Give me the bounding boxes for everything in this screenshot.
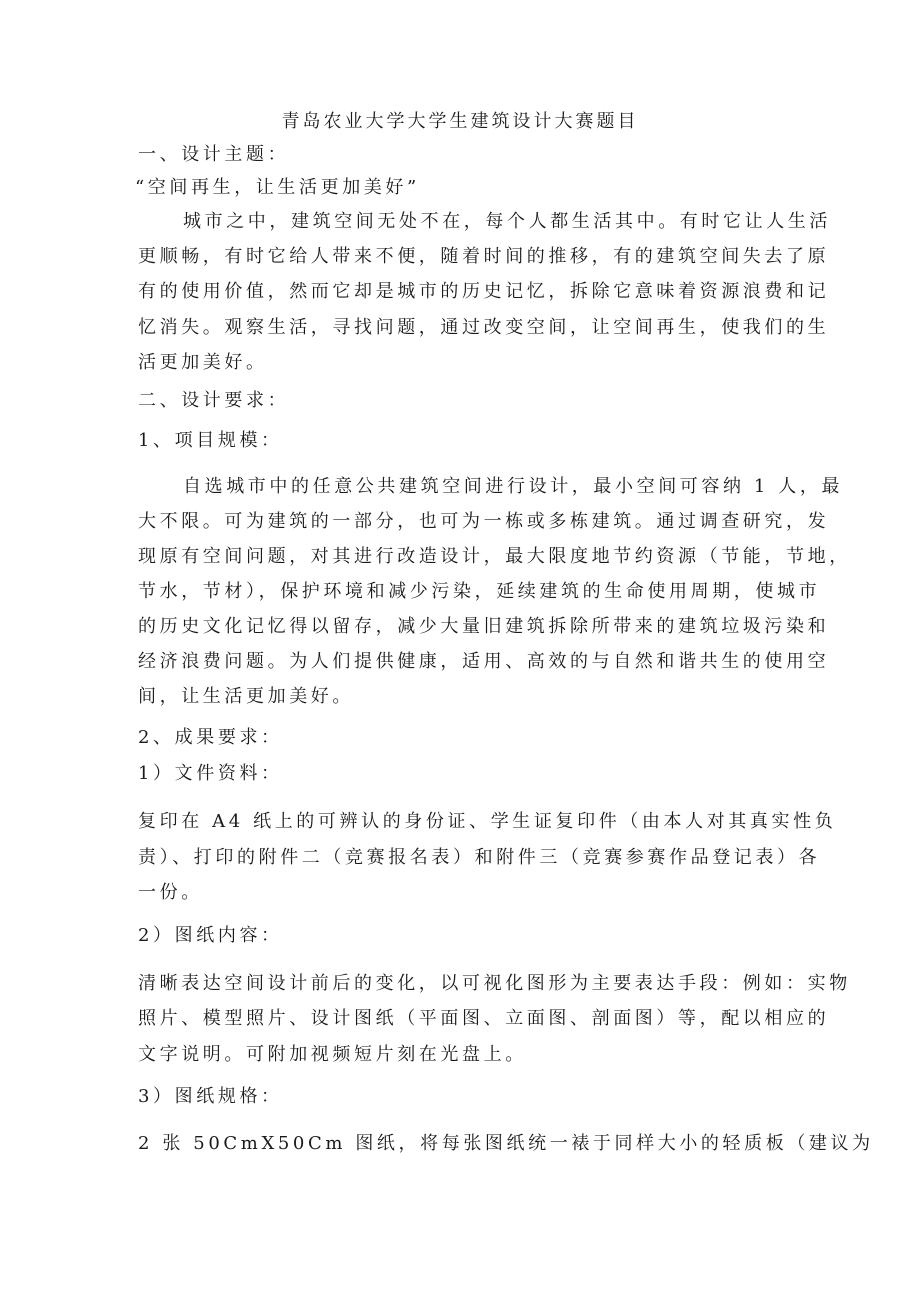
sub1-paragraph-line: 责）、打印的附件二（竞赛报名表）和附件三（竞赛参赛作品登记表）各 bbox=[138, 847, 821, 868]
section1-paragraph-line: 忆消失。观察生活，寻找问题，通过改变空间，让空间再生，使我们的生 bbox=[138, 317, 830, 338]
section2-heading: 二、设计要求： bbox=[138, 390, 290, 411]
item1-paragraph-line: 的历史文化记忆得以留存，减少大量旧建筑拆除所带来的建筑垃圾污染和 bbox=[138, 616, 830, 637]
sub2-paragraph-line: 清晰表达空间设计前后的变化，以可视化图形为主要表达手段：例如：实物 bbox=[138, 973, 851, 994]
item1-paragraph-line: 现原有空间问题，对其进行改造设计，最大限度地节约资源（节能，节地， bbox=[138, 546, 851, 567]
sub3-paragraph-line: 2 张 50CmX50Cm 图纸，将每张图纸统一裱于同样大小的轻质板（建议为 bbox=[138, 1133, 874, 1154]
design-theme: “空间再生，让生活更加美好” bbox=[135, 177, 420, 198]
sub1-paragraph-line: 复印在 A4 纸上的可辨认的身份证、学生证复印件（由本人对其真实性负 bbox=[138, 811, 837, 832]
sub2-paragraph-line: 文字说明。可附加视频短片刻在光盘上。 bbox=[138, 1044, 527, 1065]
item2-heading: 2、成果要求： bbox=[138, 727, 283, 748]
document-title: 青岛农业大学大学生建筑设计大赛题目 bbox=[281, 111, 639, 132]
sub3-heading: 3）图纸规格： bbox=[138, 1086, 283, 1107]
section1-paragraph-line: 活更加美好。 bbox=[138, 352, 268, 373]
item1-paragraph-line: 自选城市中的任意公共建筑空间进行设计，最小空间可容纳 1 人，最 bbox=[183, 476, 844, 497]
sub1-paragraph-line: 一份。 bbox=[138, 882, 203, 903]
section1-paragraph-line: 城市之中，建筑空间无处不在，每个人都生活其中。有时它让人生活 bbox=[183, 211, 831, 232]
sub2-paragraph-line: 照片、模型照片、设计图纸（平面图、立面图、剖面图）等，配以相应的 bbox=[138, 1008, 830, 1029]
item1-paragraph-line: 大不限。可为建筑的一部分，也可为一栋或多栋建筑。通过调查研究，发 bbox=[138, 511, 830, 532]
item1-heading: 1、项目规模： bbox=[138, 430, 283, 451]
section1-heading: 一、设计主题： bbox=[138, 144, 290, 165]
item1-paragraph-line: 节水，节材），保护环境和减少污染，延续建筑的生命使用周期，使城市 bbox=[138, 581, 821, 602]
section1-paragraph-line: 有的使用价值，然而它却是城市的历史记忆，拆除它意味着资源浪费和记 bbox=[138, 281, 830, 302]
sub2-heading: 2）图纸内容： bbox=[138, 925, 283, 946]
sub1-heading: 1）文件资料： bbox=[138, 763, 283, 784]
item1-paragraph-line: 经济浪费问题。为人们提供健康，适用、高效的与自然和谐共生的使用空 bbox=[138, 651, 830, 672]
item1-paragraph-line: 间，让生活更加美好。 bbox=[138, 686, 354, 707]
section1-paragraph-line: 更顺畅，有时它给人带来不便，随着时间的推移，有的建筑空间失去了原 bbox=[138, 246, 830, 267]
